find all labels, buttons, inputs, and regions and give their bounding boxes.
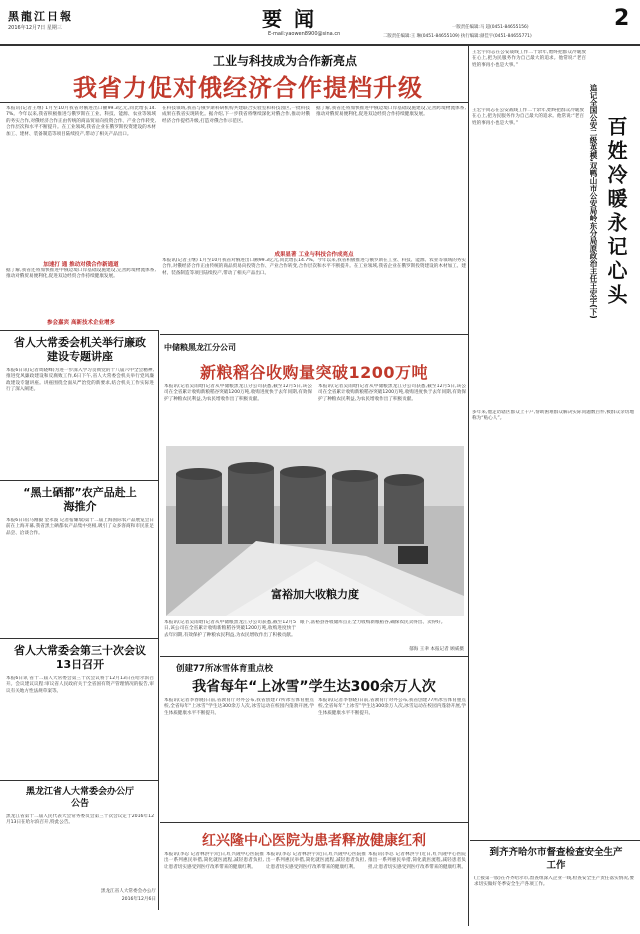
left-headline-2: “黑土硒都”农产品赴上海推介 xyxy=(23,486,137,513)
lead-headline: 我省力促对俄经济合作提档升级 xyxy=(73,74,423,102)
sports-body-2: 本报讯(记者李春晓)日前,省教育厅对外公布,我省创建77所冰雪体育重点校,全省每年“上冰雪”学生达300余万人次,冰雪运动在校园内蓬勃开展,学生体质健康水平不断提升。 xyxy=(318,698,466,716)
page-number: 2 xyxy=(614,6,630,31)
paper-name: 黑龍江日報 xyxy=(8,10,73,23)
right-bottom-headline: 到齐齐哈尔市督查检查安全生产工作 xyxy=(489,847,623,871)
lead-subhead-1: 加速打 通 推动对俄合作新通道 xyxy=(43,262,119,268)
left-signature-1: 黑龙江省人大常委会办公厅 xyxy=(100,889,156,894)
editor-line: 一版责任编辑:马 超(0451-84655156) xyxy=(452,25,529,30)
rice-body-3: 本报讯(记者吴雨晗)记者从中储粮黑龙江分公司获悉,截至12月5日,该公司在全省累计收购新粮稻谷突破1200万吨,收购进度快于去年同期,有效保护了种粮农民利益,为农民增收作出了积极贡献。 xyxy=(164,620,296,638)
left-top-rule xyxy=(0,330,158,331)
sports-body-1: 本报讯(记者李春晓)日前,省教育厅对外公布,我省创建77所冰雪体育重点校,全省每年“上冰雪”学生达300余万人次,冰雪运动在校园内蓬勃开展,学生体质健康水平不断提升。 xyxy=(164,698,314,716)
left-body-1: 本报6日讯(记者周晓峰)为进一步深入学习贯彻党的十八届六中全会精神,推进党风廉政建设和反腐败工作,6日下午,省人大常委会机关举行党风廉政建设专题讲座。讲座围绕全面从严治党的新要求,结合机关工作实际进行了深入阐述。 xyxy=(6,368,154,393)
hospital-body-3: 本报讯(李忍 记者林洪宇)近日,红兴隆中心医院推出一系列惠民举措,简化就医流程,减轻患者负担,让患者切实感受到医疗改革带来的健康红利。 xyxy=(368,852,466,870)
rice-kicker: 中储粮黑龙江分公司 xyxy=(164,343,236,352)
left-headline-1: 省人大常委会机关举行廉政建设专题讲座 xyxy=(14,336,146,363)
right-body-1: 王宏宇同志在公安战线工作二十余年,始终把群众冷暖放在心上,把为民服务作为自己最大的追求。他常说:“老百姓的事再小也是大事。” xyxy=(472,108,584,126)
right-bottom-body: (上接第一版)在齐齐哈尔市,督查组深入企业一线,检查安全生产责任落实情况,要求切实做好冬季安全生产各项工作。 xyxy=(474,876,634,888)
lead-body-col1: 本报讯(记者王继) 1月至10月我省对俄进出口额99.3亿元,同比增长14.7%。今年以来,我省积极推进与俄罗斯在工业、科技、能源、农业等领域的务实合作,对俄经济合作正由传统的商品贸易向投资合作、产业合作转变,合作层次和水平不断提升。在工业领域,我省企业在俄罗斯投资建设的木材加工、建材、装备制造等项目陆续投产,带动了相关产品出口。 xyxy=(6,106,156,137)
left-rule-4 xyxy=(0,780,158,781)
editor-line-2: 二版责任编辑:王 琳(0451-84655109) 执行编辑:颜佳宇(0451-84655771) xyxy=(383,34,532,39)
sports-top-rule xyxy=(160,656,468,657)
lead-subhead-3: 成果显著 工业与科技合作成亮点 xyxy=(274,252,354,258)
sports-headline: 我省每年“上冰雪”学生达300余万人次 xyxy=(192,679,436,695)
section-email: E-mail:yaowen8900@sina.cn xyxy=(268,31,341,37)
left-body-2: 本报6日讯(马刚毅 金永波 记者宿耀瑞)第十二届上海国际农产品展览会日前在上海开幕,我省黑土硒都农产品集中亮相,吸引了众多客商和市民驻足品尝、洽谈合作。 xyxy=(6,518,154,536)
left-headline-3: 省人大常委会第三十次会议13日召开 xyxy=(14,644,146,671)
hospital-top-rule xyxy=(160,822,468,823)
rice-headline: 新粮稻谷收购量突破1200万吨 xyxy=(200,363,429,382)
right-vertical-title: 百姓冷暖永记心头 xyxy=(604,116,628,308)
grain-photo-caption: 富裕加大收粮力度 xyxy=(271,588,359,601)
grain-photo-credit: 郁海 王聿 本报记者 顾威摄 xyxy=(409,647,464,652)
lead-body-col1b: 据了解,我省还将加快推进中俄边境口岸基础设施建设,完善跨境物流体系,推动对俄贸易便利化,促进双边经贸合作持续健康发展。 xyxy=(6,268,156,280)
left-col-rule xyxy=(158,330,159,910)
lead-body-col4: 本报讯(记者王继) 1月至10月我省对俄进出口额99.3亿元,同比增长14.7%。今年以来,我省积极推进与俄罗斯在工业、科技、能源、农业等领域的务实合作,对俄经济合作正由传统的商品贸易向投资合作、产业合作转变,合作层次和水平不断提升。在工业领域,我省企业在俄罗斯投资建设的木材加工、建材、装备制造等项目陆续投产,带动了相关产品出口。 xyxy=(162,258,466,276)
lead-body-col2: 在科技领域,我省与俄罗斯科研机构共建联合实验室和科技园区,一批科技成果在我省实现转化。据介绍,下一步我省将继续深化对俄合作,推动对俄经济合作提档升级,打造对俄合作示范区。 xyxy=(162,106,310,124)
rice-body-1: 本报讯(记者吴雨晗)记者从中储粮黑龙江分公司获悉,截至12月5日,该公司在全省累计收购新粮稻谷突破1200万吨,收购进度快于去年同期,有效保护了种粮农民利益,为农民增收作出了积极贡献。 xyxy=(164,384,312,402)
left-rule-2 xyxy=(0,480,158,481)
hospital-headline: 红兴隆中心医院为患者释放健康红利 xyxy=(202,833,426,849)
left-signature-2: 2016年12月6日 xyxy=(121,897,156,902)
grain-photo-caption-small: 眼下,富裕县各收储库点正全力收购新粮稻谷,确保农民卖得出、卖得好。 xyxy=(300,620,446,625)
left-rule-3 xyxy=(0,638,158,639)
rice-body-2: 本报讯(记者吴雨晗)记者从中储粮黑龙江分公司获悉,截至12月5日,该公司在全省累计收购新粮稻谷突破1200万吨,收购进度快于去年同期,有效保护了种粮农民利益,为农民增收作出了积极贡献。 xyxy=(318,384,466,402)
lead-rule xyxy=(0,102,468,103)
right-body-2: 多年来,他走访辖区群众上千户,帮助困难群众解决实际问题数百件,被群众亲切地称为“贴心人”。 xyxy=(472,410,634,422)
masthead xyxy=(0,0,640,44)
hospital-body-1: 本报讯(李忍 记者林洪宇)近日,红兴隆中心医院推出一系列惠民举措,简化就医流程,减轻患者负担,让患者切实感受到医疗改革带来的健康红利。 xyxy=(164,852,264,870)
issue-date: 2016年12月7日 星期三 xyxy=(8,25,62,31)
grain-photo xyxy=(166,446,464,616)
left-headline-4: 黑龙江省人大常委会办公厅公告 xyxy=(25,787,134,809)
lead-subhead-2: 参会嘉宾 高新技术企业增多 xyxy=(47,320,115,326)
left-body-3: 本报6日讯 省十二届人大常委会第三十次会议将于12月13日在哈尔滨召开。会议建议议程:审议省人民政府关于全省国有资产管理情况的报告,审议有关地方性法规草案等。 xyxy=(6,676,154,694)
sports-kicker: 创建77所冰雪体育重点校 xyxy=(176,664,273,674)
lead-bottom-rule xyxy=(160,334,468,335)
right-body-top: 王宏宇同志在公安战线工作二十余年,始终把群众冷暖放在心上,把为民服务作为自己最大的追求。他常说:“老百姓的事再小也是大事。” xyxy=(472,50,586,68)
masthead-rule xyxy=(0,44,640,46)
right-col-rule xyxy=(468,46,469,926)
lead-kicker: 工业与科技成为合作新亮点 xyxy=(212,54,357,68)
right-vertical-kicker: 追记全国公安二级英模,双鸭山市公安局岭东分局原政治主任王宏宇(下) xyxy=(589,84,598,319)
section-title: 要闻 xyxy=(262,7,326,31)
hospital-body-2: 本报讯(李忍 记者林洪宇)近日,红兴隆中心医院推出一系列惠民举措,简化就医流程,减轻患者负担,让患者切实感受到医疗改革带来的健康红利。 xyxy=(266,852,366,870)
left-body-4: 黑龙江省第十二届人民代表大会常务委员会第三十次会议定于2016年12月13日在哈尔滨召开,特此公告。 xyxy=(6,814,154,826)
lead-body-col3: 据了解,我省还将加快推进中俄边境口岸基础设施建设,完善跨境物流体系,推动对俄贸易便利化,促进双边经贸合作持续健康发展。 xyxy=(316,106,466,118)
right-bottom-rule xyxy=(470,840,640,841)
